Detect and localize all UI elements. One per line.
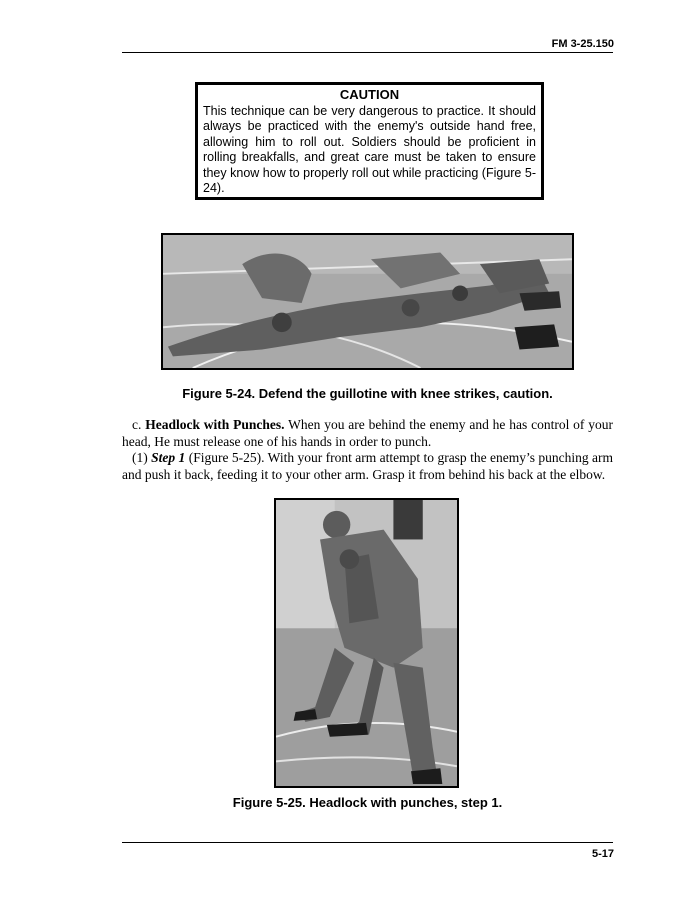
paragraph-c-text: When you are behind the enemy and he has control of your head, He must release one of his hands in order to punch. [122,417,614,449]
figure-5-25-image [276,500,457,786]
caution-box [195,82,544,200]
figure-5-25-photo [274,498,459,788]
figure-5-24-photo [161,233,574,370]
paragraph-c-heading: Headlock with Punches. [145,417,285,432]
paragraph-1-text: (Figure 5-25). With your front arm attempt to grasp the enemy’s punching arm and push it back, feeding it to your other arm. Grasp it from behind his back at the elbow. [122,450,613,482]
figure-5-25-caption: Figure 5-25. Headlock with punches, step 1. [232,795,503,810]
paragraph-c-prefix: c. [132,417,146,432]
paragraph-c [122,417,613,450]
paragraph-1 [122,450,613,483]
page-number: 5-17 [591,848,614,860]
caution-title: CAUTION [339,87,400,102]
header-rule [122,52,613,53]
figure-5-24-caption: Figure 5-24. Defend the guillotine with knee strikes, caution. [182,386,553,401]
footer-rule [122,842,613,843]
body-text [122,417,613,483]
figure-5-24-image [163,235,572,368]
document-id: FM 3-25.150 [551,38,614,50]
paragraph-1-step: Step 1 [151,450,186,465]
caution-text: This technique can be very dangerous to practice. It should always be practiced with the enemy's outside hand free, allowing him to roll out. Soldiers should be proficient in rolling breakfalls, and great care must be taken to ensure they know how to properly roll out while practicing (Figure 5-24). [203,103,536,195]
paragraph-1-prefix: (1) [132,450,152,465]
